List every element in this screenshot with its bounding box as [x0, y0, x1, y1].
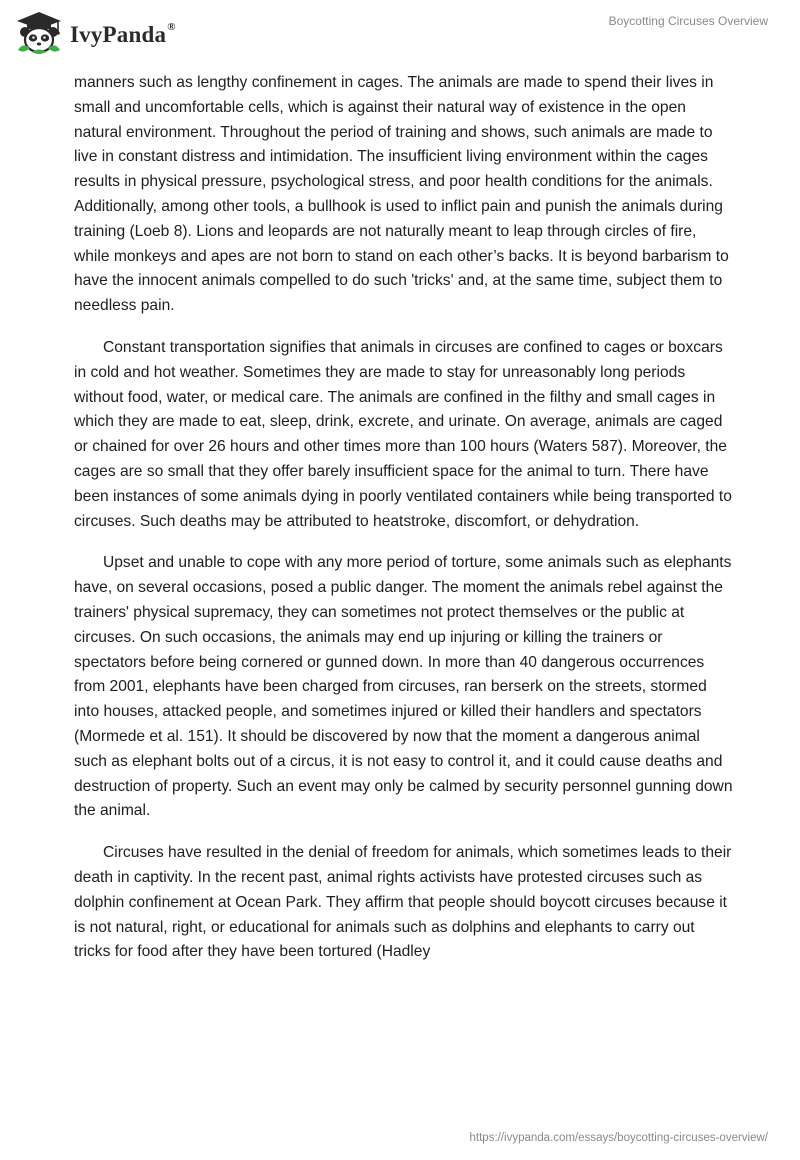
- brand-name: [70, 22, 176, 48]
- brand-logo[interactable]: [14, 8, 176, 58]
- paragraph: Constant transportation signifies that animals in circuses are confined to cages or boxcars in cold and hot weather. Sometimes they are made to stay for unreasonably long periods without food, water, or medical care. The animals are confined in the filthy and small cages in which they are made to eat, sleep, drink, excrete, and urinate. On average, animals are caged or chained for over 26 hours and other times more than 100 hours (Waters 587). Moreover, the cages are so small that they offer barely insufficient space for the animal to turn. There have been instances of some animals dying in poorly ventilated containers while being transported to circuses. Such deaths may be attributed to heatstroke, discomfort, or dehydration.: [74, 338, 732, 530]
- brand-name-text: IvyPanda: [70, 22, 167, 47]
- paragraph: Upset and unable to cope with any more period of torture, some animals such as elephants have, on several occasions, posed a public danger. The moment the animals rebel against the trainers' physical supremacy, they can sometimes not protect themselves or the public at circuses. On such occasions, the animals may end up injuring or killing the trainers or spectators before being cornered or gunned down. In more than 40 dangerous occurrences from 2001, elephants have been charged from circuses, ran berserk on the streets, stormed into houses, attacked people, and sometimes injured or killed their handlers and spectators (Mormede et al. 151). It should be discovered by now that the moment a dangerous animal such as elephant bolts out of a circus, it is not easy to control it, and it could cause deaths and destruction of property. Such an event may only be calmed by security personnel gunning down the animal.: [74, 554, 733, 820]
- essay-body: [74, 71, 734, 982]
- paragraph: Circuses have resulted in the denial of freedom for animals, which sometimes leads to their death in captivity. In the recent past, animal rights activists have protested circuses such as dolphin confinement at Ocean Park. They affirm that people should boycott circuses because it is not natural, right, or educational for animals such as dolphins and elephants to carry out tricks for food after they have been tortured (Hadley: [74, 844, 732, 961]
- registered-mark: ®: [167, 21, 176, 34]
- document-title: Boycotting Circuses Overview: [608, 14, 768, 28]
- panda-graduate-logo-icon: [14, 10, 64, 56]
- source-url[interactable]: https://ivypanda.com/essays/boycotting-circuses-overview/: [469, 1132, 768, 1144]
- page-header: [0, 0, 800, 66]
- paragraph: manners such as lengthy confinement in cages. The animals are made to spend their lives in small and uncomfortable cells, which is against their natural way of existence in the open natural environment. Throughout the period of training and shows, such animals are made to live in constant distress and intimidation. The insufficient living environment within the cages results in physical pressure, psychological stress, and poor health conditions for the animals. Additionally, among other tools, a bullhook is used to inflict pain and punish the animals during training (Loeb 8). Lions and leopards are not naturally meant to leap through circles of fire, while monkeys and apes are not born to stand on each other’s backs. It is beyond barbarism to have the innocent animals compelled to do such 'tricks' and, at the same time, subject them to needless pain.: [74, 74, 729, 315]
